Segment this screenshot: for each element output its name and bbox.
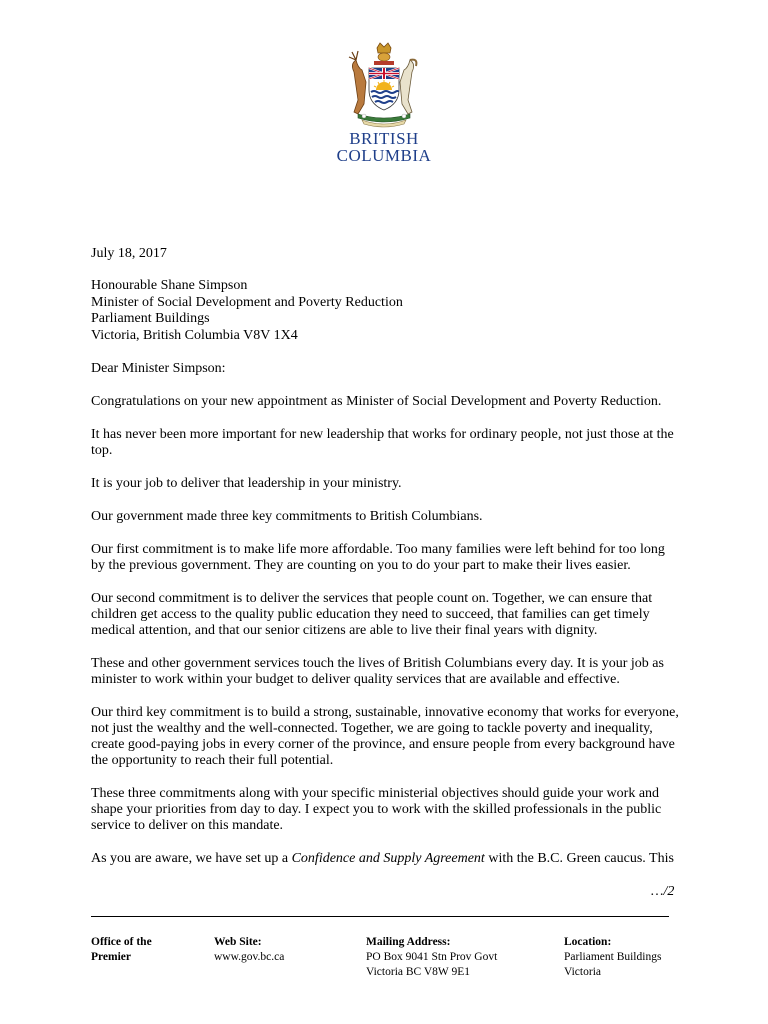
footer-divider [91, 916, 669, 917]
footer-location [564, 935, 661, 980]
footer-office-heading-2: Premier [91, 951, 132, 963]
footer-website [214, 935, 284, 965]
footer-website-link[interactable]: www.gov.bc.ca [214, 951, 285, 963]
recipient-title: Minister of Social Development and Poverty Reduction [91, 294, 403, 310]
body-paragraph: These and other government services touch the lives of British Columbians every day. It is your job as minister to work within your budget to deliver quality services that are available and effective. [91, 656, 664, 687]
recipient-city: Victoria, British Columbia V8V 1X4 [91, 327, 298, 343]
org-name-line2: COLUMBIA [336, 146, 432, 165]
footer-mailing-heading: Mailing Address: [366, 936, 451, 948]
body-paragraph: Our first commitment is to make life more affordable. Too many families were left behind for too long by the previous government. They are counting on you to do your part to make their lives easier. [91, 542, 665, 573]
recipient-building: Parliament Buildings [91, 311, 210, 326]
footer-location-line2: Victoria [564, 966, 601, 978]
footer-mailing [366, 935, 497, 980]
body-paragraph: Congratulations on your new appointment as Minister of Social Development and Poverty Reduction. [91, 394, 662, 409]
body-paragraph: It has never been more important for new leadership that works for ordinary people, not just those at the top. [91, 427, 674, 458]
footer-location-line1: Parliament Buildings [564, 951, 662, 963]
body-paragraph: Our second commitment is to deliver the services that people count on. Together, we can ensure that children get access to the quality public education they need to succeed, that families can get timely medical attention, and that our senior citizens are able to live their final years with dignity. [91, 591, 653, 638]
footer-mailing-line1: PO Box 9041 Stn Prov Govt [366, 951, 498, 963]
footer-office [91, 935, 152, 965]
continued-page-marker: …/2 [651, 884, 675, 899]
body-paragraph: It is your job to deliver that leadership in your ministry. [91, 476, 402, 491]
footer-office-heading-1: Office of the [91, 936, 152, 948]
body-paragraph: Our third key commitment is to build a strong, sustainable, innovative economy that works for everyone, not just the wealthy and the well-connected. Together, we are going to tackle poverty and inequality, create good-paying jobs in every corner of the province, and ensure people from every background have the opportunity to reach their full potential. [91, 705, 679, 768]
agreement-title: Confidence and Supply Agreement [291, 851, 485, 866]
recipient-address [91, 278, 681, 344]
last-paragraph [91, 851, 681, 867]
footer-website-heading: Web Site: [214, 936, 262, 948]
footer-location-heading: Location: [564, 936, 612, 948]
recipient-name: Honourable Shane Simpson [91, 278, 248, 293]
letter-date: July 18, 2017 [91, 246, 167, 261]
bc-coat-of-arms-icon [344, 42, 424, 128]
body-paragraph: Our government made three key commitments to British Columbians. [91, 509, 483, 524]
salutation: Dear Minister Simpson: [91, 361, 226, 376]
org-name-line1: BRITISH [349, 129, 419, 148]
last-paragraph-after: with the B.C. Green caucus. This [484, 851, 674, 866]
body-paragraph: These three commitments along with your specific ministerial objectives should guide your work and shape your priorities from day to day. I expect you to work with the skilled professionals in the public service to deliver on this mandate. [91, 786, 662, 833]
org-wordmark [300, 130, 468, 164]
footer-mailing-line2: Victoria BC V8W 9E1 [366, 966, 470, 978]
letter-body [91, 246, 681, 884]
last-paragraph-before: As you are aware, we have set up a [91, 851, 292, 866]
